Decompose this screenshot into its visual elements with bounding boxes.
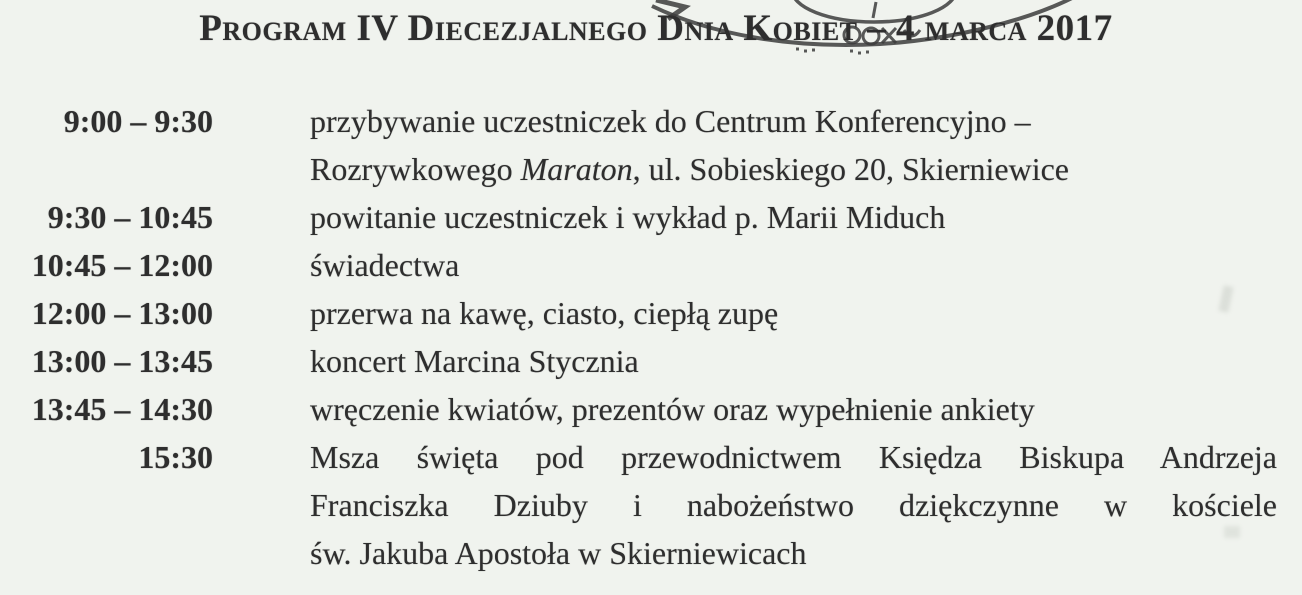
schedule-row [0,193,1302,241]
time-range: 12:00 – 13:00 [31,295,213,331]
schedule-row [0,97,1302,193]
text-segment: , ul. Sobieskiego 20, Skierniewice [632,151,1069,187]
time-range: 9:00 – 9:30 [63,103,213,139]
text-segment: świadectwa [310,247,460,283]
page-title: Program IV Diecezjalnego Dnia Kobiet – 4 marca 2017 [199,8,1113,49]
time-range: 13:00 – 13:45 [31,343,213,379]
text-segment: przerwa na kawę, ciasto, ciepłą zupę [310,295,779,331]
text-segment: koncert Marcina Stycznia [310,343,639,379]
text-segment: Rozrywkowego [310,151,521,187]
event-line [310,97,1277,145]
italic-text: Maraton [520,151,633,187]
text-segment: św. Jakuba Apostoła w Skierniewicach [310,535,807,571]
time-range: 13:45 – 14:30 [31,391,213,427]
event-description [310,97,1277,193]
event-line [310,337,1277,385]
event-line [310,145,1277,193]
text-segment: powitanie uczestniczek i wykład p. Marii Miduch [310,199,946,235]
text-segment: przybywanie uczestniczek do Centrum Konferencyjno – [310,103,1031,139]
schedule-row [0,241,1302,289]
text-segment: Franciszka Dziuby i nabożeństwo dziękczynne w kościele [310,487,1277,523]
event-description [310,385,1277,433]
schedule-row [0,433,1302,577]
schedule-row [0,289,1302,337]
event-description [310,289,1277,337]
event-line [310,193,1277,241]
event-line [310,481,1277,529]
time-range: 9:30 – 10:45 [47,199,213,235]
event-line [310,529,1277,577]
event-line [310,385,1277,433]
event-line [310,433,1277,481]
event-description [310,433,1277,577]
text-segment: wręczenie kwiatów, prezentów oraz wypełnienie ankiety [310,391,1035,427]
time-range: 15:30 [138,439,213,475]
schedule-row [0,385,1302,433]
event-line [310,289,1277,337]
scan-artifact [1224,526,1240,538]
schedule-row [0,337,1302,385]
program-schedule [0,97,1302,577]
event-description [310,193,1277,241]
event-description [310,241,1277,289]
time-range: 10:45 – 12:00 [31,247,213,283]
event-line [310,241,1277,289]
event-description [310,337,1277,385]
text-segment: Msza święta pod przewodnictwem Księdza Biskupa Andrzeja [310,439,1277,475]
